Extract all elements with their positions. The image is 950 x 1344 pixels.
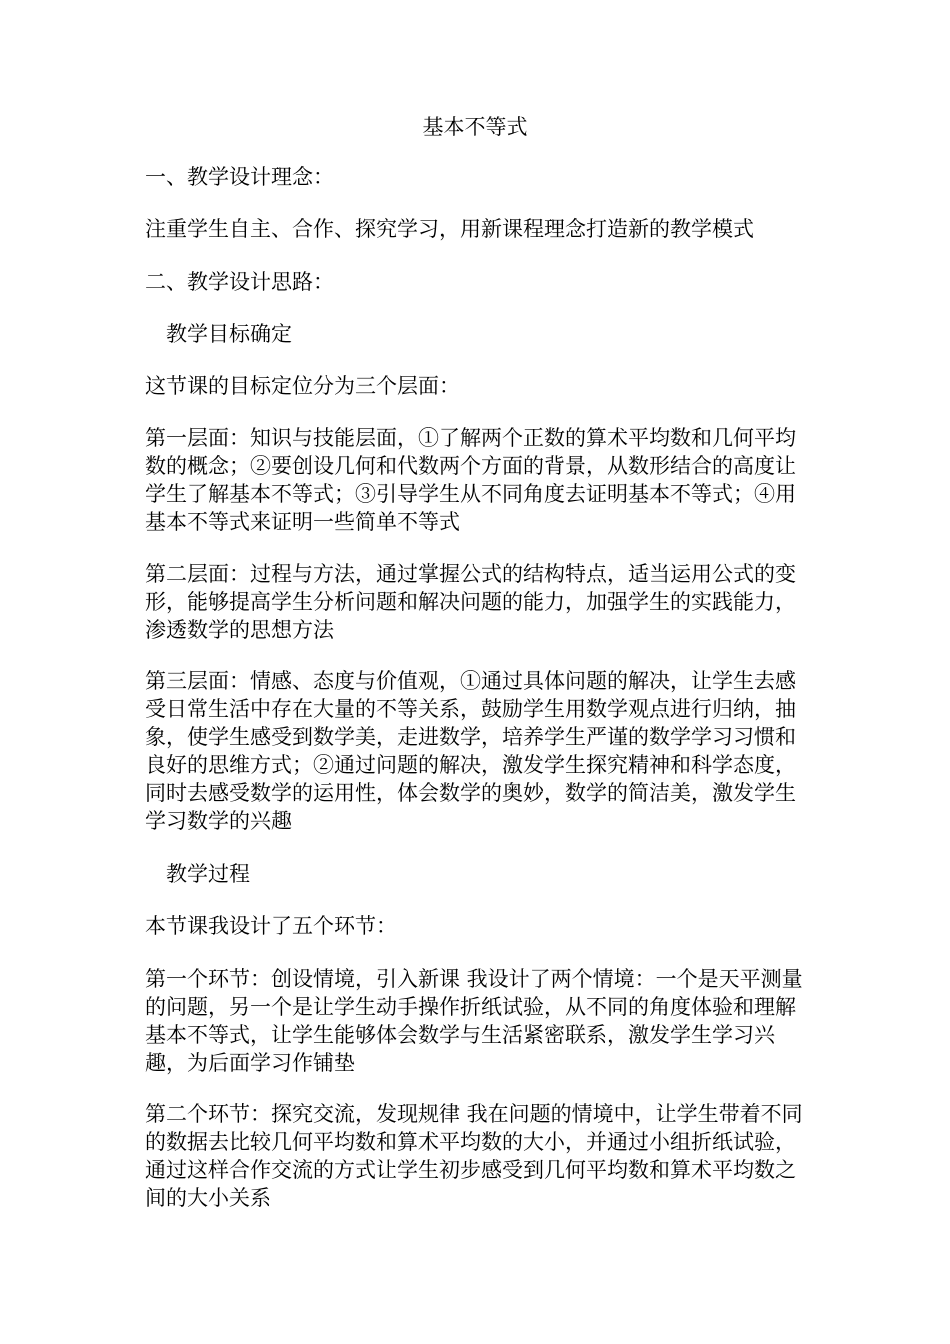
section-heading-design-approach: 二、教学设计思路： [145,270,334,294]
document-title: 基本不等式 [422,115,528,139]
section-heading-design-philosophy: 一、教学设计理念： [145,165,334,189]
subheading-teaching-goals: 教学目标确定 [166,322,292,346]
goal-level-1-paragraph: 第一层面：知识与技能层面，①了解两个正数的算术平均数和几何平均数的概念；②要创设几何和代数两个方面的背景，从数形结合的高度让学生了解基本不等式；③引导学生从不同角度去证明基本不等式；④用基本不等式来证明一些简单不等式 [145,426,796,534]
stage-2-paragraph: 第二个环节：探究交流，发现规律 我在问题的情境中，让学生带着不同的数据去比较几何平均数和算术平均数的大小，并通过小组折纸试验，通过这样合作交流的方式让学生初步感受到几何平均数和算术平均数之间的大小关系 [145,1102,803,1210]
goals-intro-text: 这节课的目标定位分为三个层面： [145,374,460,398]
stage-1-paragraph: 第一个环节：创设情境，引入新课 我设计了两个情境：一个是天平测量的问题，另一个是让学生动手操作折纸试验，从不同的角度体验和理解基本不等式，让学生能够体会数学与生活紧密联系，激发学生学习兴趣，为后面学习作铺垫 [145,967,803,1075]
process-intro-text: 本节课我设计了五个环节： [145,914,397,938]
design-philosophy-text: 注重学生自主、合作、探究学习，用新课程理念打造新的教学模式 [145,217,754,241]
goal-level-3-paragraph: 第三层面：情感、态度与价值观，①通过具体问题的解决，让学生去感受日常生活中存在大量的不等关系，鼓励学生用数学观点进行归纳，抽象，使学生感受到数学美，走进数学，培养学生严谨的数学学习习惯和良好的思维方式；②通过问题的解决，激发学生探究精神和科学态度，同时去感受数学的运用性，体会数学的奥妙，数学的简洁美，激发学生学习数学的兴趣 [145,669,796,833]
subheading-teaching-process: 教学过程 [166,862,250,886]
goal-level-2-paragraph: 第二层面：过程与方法，通过掌握公式的结构特点，适当运用公式的变形，能够提高学生分析问题和解决问题的能力，加强学生的实践能力，渗透数学的思想方法 [145,562,796,642]
